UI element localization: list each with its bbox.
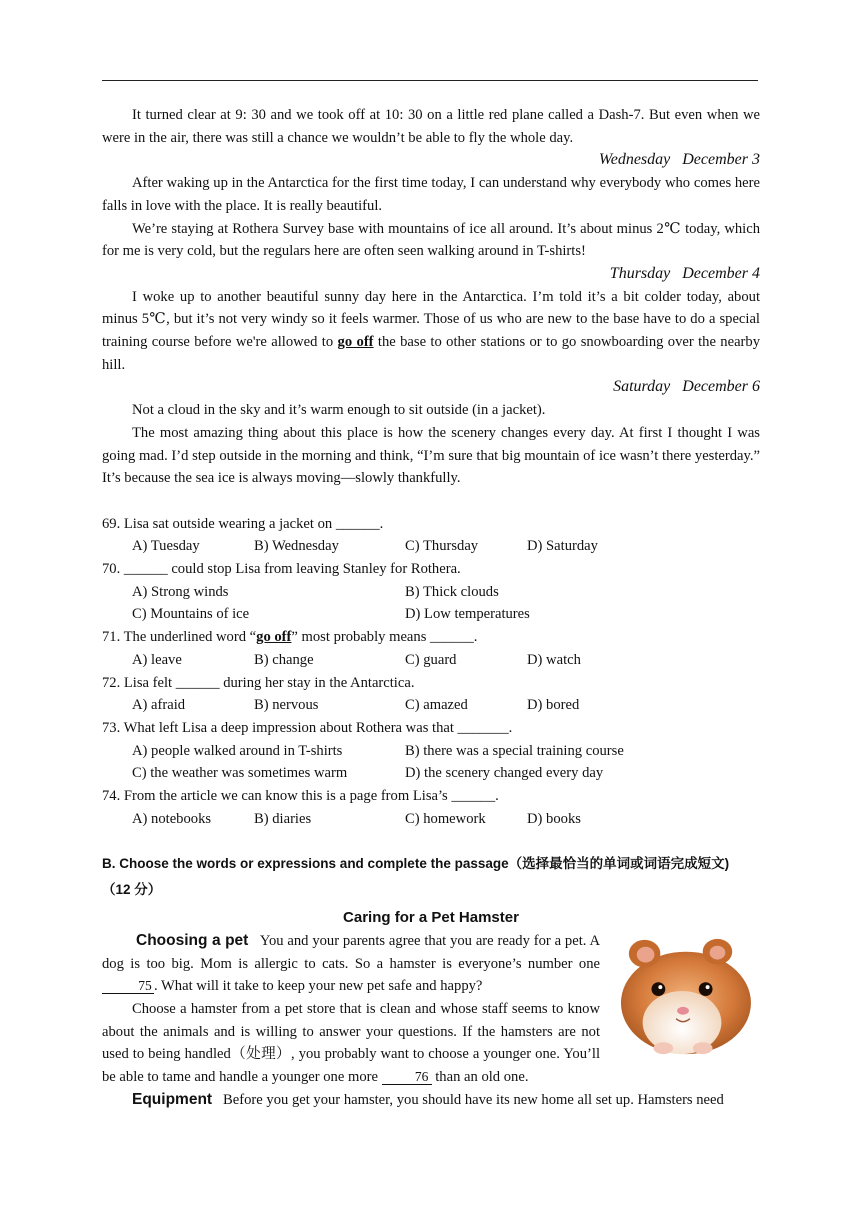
option[interactable]: B) change (254, 651, 314, 668)
options (132, 694, 760, 717)
question-stem: 73. What left Lisa a deep impression about Rothera was that _______. (102, 719, 513, 736)
hamster-passage (102, 930, 760, 1112)
options (132, 535, 760, 558)
option[interactable]: D) bored (527, 697, 580, 714)
option[interactable]: B) Thick clouds (405, 583, 499, 600)
option[interactable]: A) Strong winds (132, 583, 229, 600)
subheading: Equipment (132, 1090, 213, 1108)
paragraph (102, 286, 760, 377)
option[interactable]: C) Mountains of ice (132, 606, 250, 623)
options (132, 808, 760, 831)
passage-title: Caring for a Pet Hamster (343, 909, 519, 927)
question-71 (102, 626, 760, 671)
blank-76[interactable]: 76 (382, 1069, 432, 1085)
option[interactable]: C) Thursday (405, 538, 479, 555)
question-70 (102, 558, 760, 626)
text-run: I woke up to another beautiful sunny day here in the Antarctica. I’m told it’s a bit colder today, about minus 5℃, but it’s not very windy so it feels warmer. Those of us who are new to the base have to do a special training course before we're allowed to (102, 288, 760, 351)
diary-date: Wednesday December 3 (598, 151, 760, 169)
paragraph: It turned clear at 9: 30 and we took off at 10: 30 on a little red plane called a Dash-7. But even when we were in the air, there was still a chance we wouldn’t be able to fly the whole day. (102, 107, 760, 146)
options (132, 740, 760, 763)
option[interactable]: B) there was a special training course (405, 742, 624, 759)
text-run: Before you get your hamster, you should have its new home all set up. Hamsters need (223, 1091, 724, 1108)
option[interactable]: D) Saturday (527, 538, 598, 555)
question-72 (102, 672, 760, 717)
underlined-phrase: go off (337, 334, 374, 351)
option[interactable]: D) watch (527, 651, 581, 668)
options (132, 762, 760, 785)
question-73 (102, 717, 760, 785)
section-heading: B. Choose the words or expressions and complete the passage（选择最恰当的单词或词语完成短文) (102, 856, 730, 872)
option[interactable]: A) afraid (132, 697, 186, 714)
paragraph: Not a cloud in the sky and it’s warm enough to sit outside (in a jacket). (132, 402, 546, 419)
text-run: . What will it take to keep your new pet safe and happy? (154, 978, 483, 995)
option[interactable]: D) the scenery changed every day (405, 765, 604, 782)
text-run: ” most probably means ______. (291, 629, 478, 646)
text-run: the base to other stations or to go snowboarding over the nearby hill. (102, 334, 761, 373)
paragraph: We’re staying at Rothera Survey base with mountains of ice all around. It’s about minus 2℃ today, which for me is very cold, but the regulars here are often seen walking around in T-shirts! (102, 220, 760, 260)
question-stem: 70. ______ could stop Lisa from leaving Stanley for Rothera. (102, 561, 461, 578)
hamster-photo (608, 932, 758, 1060)
option[interactable]: C) the weather was sometimes warm (132, 765, 348, 782)
text-run: You and your parents agree that you are ready for a pet. A dog is too big. Mom is allergic to cats. So a hamster is everyone’s number one (102, 932, 600, 972)
option[interactable]: A) notebooks (132, 810, 212, 827)
subheading: Choosing a pet (136, 931, 249, 949)
underlined-phrase: go off (256, 629, 292, 646)
option[interactable]: B) Wednesday (254, 538, 339, 555)
document-page (102, 104, 760, 1112)
diary-date: Saturday December 6 (613, 378, 760, 396)
text-run: than an old one. (431, 1069, 529, 1086)
blank-75[interactable]: 75 (102, 978, 154, 994)
option[interactable]: C) homework (405, 810, 486, 827)
paragraph: The most amazing thing about this place is how the scenery changes every day. At first I thought I was going mad. I’d step outside in the morning and think, “I’m sure that big mountain of ice wasn’t there yesterday.” It’s because the sea ice is always moving—slowly thankfully. (102, 424, 760, 487)
question-stem (102, 626, 760, 649)
option[interactable]: A) Tuesday (132, 538, 200, 555)
option[interactable]: A) people walked around in T-shirts (132, 742, 343, 759)
text-run: Choose a hamster from a pet store that is clean and whose staff seems to know about the animals and is willing to answer your questions. If the hamsters are not used to being handled（处理）, you probably want to choose a younger one. You’ll be able to tame and handle a younger one more (102, 1000, 600, 1086)
question-stem: 69. Lisa sat outside wearing a jacket on ______. (102, 515, 384, 532)
option[interactable]: D) Low temperatures (405, 606, 530, 623)
header-rule (102, 80, 758, 81)
paragraph: After waking up in the Antarctica for the first time today, I can understand why everybody who comes here falls in love with the place. It is really beautiful. (102, 175, 760, 214)
question-stem: 74. From the article we can know this is a page from Lisa’s ______. (102, 788, 499, 805)
option[interactable]: D) books (527, 810, 581, 827)
options (132, 649, 760, 672)
option[interactable]: B) diaries (254, 810, 312, 827)
options (132, 603, 760, 626)
question-74 (102, 785, 760, 830)
option[interactable]: C) guard (405, 651, 457, 668)
diary-date: Thursday December 4 (609, 264, 760, 282)
question-stem: 72. Lisa felt ______ during her stay in the Antarctica. (102, 674, 415, 691)
option[interactable]: A) leave (132, 651, 182, 668)
text-run: 71. The underlined word “ (102, 629, 257, 646)
option[interactable]: B) nervous (254, 697, 319, 714)
paragraph (102, 1089, 760, 1112)
section-points: （12 分） (102, 882, 162, 898)
question-69 (102, 513, 760, 558)
options (132, 581, 760, 604)
option[interactable]: C) amazed (405, 697, 468, 714)
